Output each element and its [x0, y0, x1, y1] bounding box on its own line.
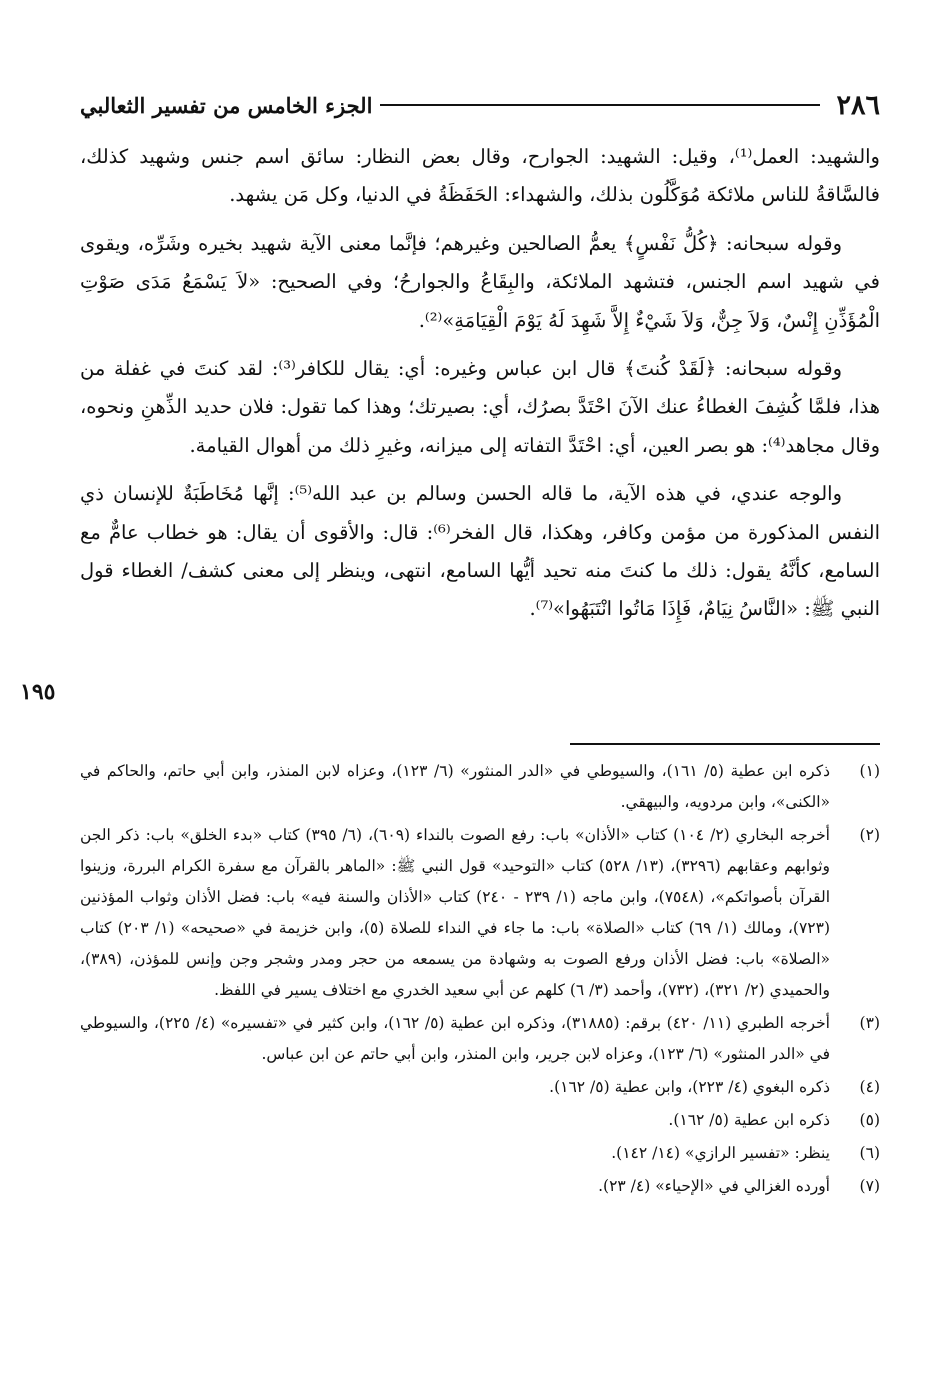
footnote-separator	[570, 743, 880, 745]
header-rule	[380, 104, 820, 106]
footnote	[80, 820, 880, 1006]
footnote-number: (٧)	[859, 1177, 880, 1195]
footnote-number: (١)	[859, 762, 880, 780]
footnote-text: أخرجه البخاري (٢/ ١٠٤) كتاب «الأذان» باب: رفع الصوت بالنداء (٦٠٩)، (٦/ ٣٩٥) كتاب «بدء الخلق» باب: ذكر الجن وثوابهم وعقابهم (٣٢٩٦)، (١٣/ ٥٢٨) كتاب «التوحيد» قول النبي ﷺ: «الماهر بالقرآن مع سفرة الكرام البررة، وزينوا القرآن بأصواتكم»، (٧٥٤٨)، وابن ماجه (١/ ٢٣٩ - ٢٤٠) كتاب «الأذان والسنة فيه» باب: فضل الأذان وثواب المؤذنين (٧٢٣)، ومالك (١/ ٦٩) كتاب «الصلاة» باب: ما جاء في النداء للصلاة (٥)، وابن خزيمة في «صحيحه» (١/ ٢٠٣) كتاب «الصلاة» باب: فضل الأذان ورفع الصوت به وشهادة من يسمعه من حجر ومدر وشجر وجن وإنس للمؤذن، (٣٨٩)، والحميدي (٢/ ٣٢١)، (٧٣٢)، وأحمد (٣/ ٦) كلهم عن أبي سعيد الخدري مع اختلاف يسير في اللفظ.	[80, 826, 831, 999]
footnote-text: ذكره البغوي (٤/ ٢٢٣)، وابن عطية (٥/ ١٦٢).	[549, 1078, 830, 1096]
footnote-text: أورده الغزالي في «الإحياء» (٤/ ٢٣).	[598, 1177, 830, 1195]
footnote-number: (٣)	[859, 1014, 880, 1032]
footnote	[80, 1138, 880, 1169]
footnote-number: (٦)	[859, 1144, 880, 1162]
footnote-text: ينظر: «تفسير الرازي» (١٤/ ١٤٢).	[611, 1144, 830, 1162]
page-number: ٢٨٦	[836, 89, 880, 121]
footnote	[80, 1072, 880, 1103]
paragraph: وقوله سبحانه: ﴿كُلُّ نَفْسٍ﴾ يعمُّ الصالحين وغيرهم؛ فإنَّما معنى الآية شهيد بخيره وشَرِّه، ويقوى في شهيد اسم الجنس، فتشهد الملائكة، والبِقَاعُ والجوارحُ؛ وفي الصحيح: «لاَ يَسْمَعُ مَدَى صَوْتِ الْمُؤَذِّنِ إِنْسٌ، وَلاَ جِنٌّ، وَلاَ شَيْءٌ إِلاَّ شَهِدَ لَهُ يَوْمَ الْقِيَامَةِ»⁽²⁾.	[80, 231, 880, 332]
footnote	[80, 1105, 880, 1136]
footnotes	[80, 756, 880, 1204]
footnote-number: (٥)	[859, 1111, 880, 1129]
footnote-number: (٤)	[859, 1078, 880, 1096]
paragraph: والشهيد: العمل⁽¹⁾، وقيل: الشهيد: الجوارح، وقال بعض النظار: سائق اسم جنس وشهيد كذلك، فالسَّاقةُ للناس ملائكة مُوَكَّلُون بذلك، والشهداء: الحَفَظَةُ في الدنيا، وكل مَن يشهد.	[80, 145, 880, 207]
footnote-text: ذكره ابن عطية (٥/ ١٦٢).	[668, 1111, 830, 1129]
footnote-text: أخرجه الطبري (١١/ ٤٢٠) برقم: (٣١٨٨٥)، وذكره ابن عطية (٥/ ١٦٢)، وابن كثير في «تفسيره» (٤/ ٢٢٥)، والسيوطي في «الدر المنثور» (٦/ ١٢٣)، وعزاه لابن جرير، وابن المنذر، وابن أبي حاتم عن ابن عباس.	[80, 1014, 830, 1063]
footnote	[80, 1008, 880, 1070]
main-text	[80, 138, 880, 629]
footnote	[80, 1171, 880, 1202]
page-header	[80, 80, 880, 130]
paragraph: وقوله سبحانه: ﴿لَقَدْ كُنتَ﴾ قال ابن عباس وغيره: أي: يقال للكافر⁽³⁾: لقد كنتَ في غفلة من هذا، فلمَّا كُشِفَ الغطاءُ عنك الآنَ احْتَدَّ بصرُك، أي: بصيرتك؛ وهذا كما تقول: فلان حديد الذِّهنِ ونحوه، وقال مجاهد⁽⁴⁾: هو بصر العين، أي: احْتَدَّ التفاته إلى ميزانه، وغيرِ ذلك من أهوال القيامة.	[80, 357, 880, 457]
footnote	[80, 756, 880, 818]
running-title: الجزء الخامس من تفسير الثعالبي	[80, 92, 373, 118]
manuscript-folio-number: ١٩٥	[20, 679, 56, 705]
footnote-text: ذكره ابن عطية (٥/ ١٦١)، والسيوطي في «الدر المنثور» (٦/ ١٢٣)، وعزاه لابن المنذر، وابن أبي حاتم، والحاكم في «الكنى»، وابن مردويه، والبيهقي.	[80, 762, 831, 811]
footnote-number: (٢)	[859, 826, 880, 844]
paragraph: والوجه عندي، في هذه الآية، ما قاله الحسن وسالم بن عبد الله⁽⁵⁾: إنَّها مُخَاطَبَةٌ للإنسان ذي النفس المذكورة من مؤمن وكافر، وهكذا، قال الفخر⁽⁶⁾: قال: والأقوى أن يقال: هو خطاب عامٌّ مع السامع، كأنَّهُ يقول: ذلك ما كنتَ منه تحيد أيُّها السامع، انتهى، وينظر إلى معنى كشف/ الغطاء قول النبي ﷺ: «النَّاسُ نِيَامٌ، فَإِذَا مَاتُوا انْتَبَهُوا»⁽⁷⁾.	[80, 482, 880, 621]
book-page	[20, 80, 880, 1320]
